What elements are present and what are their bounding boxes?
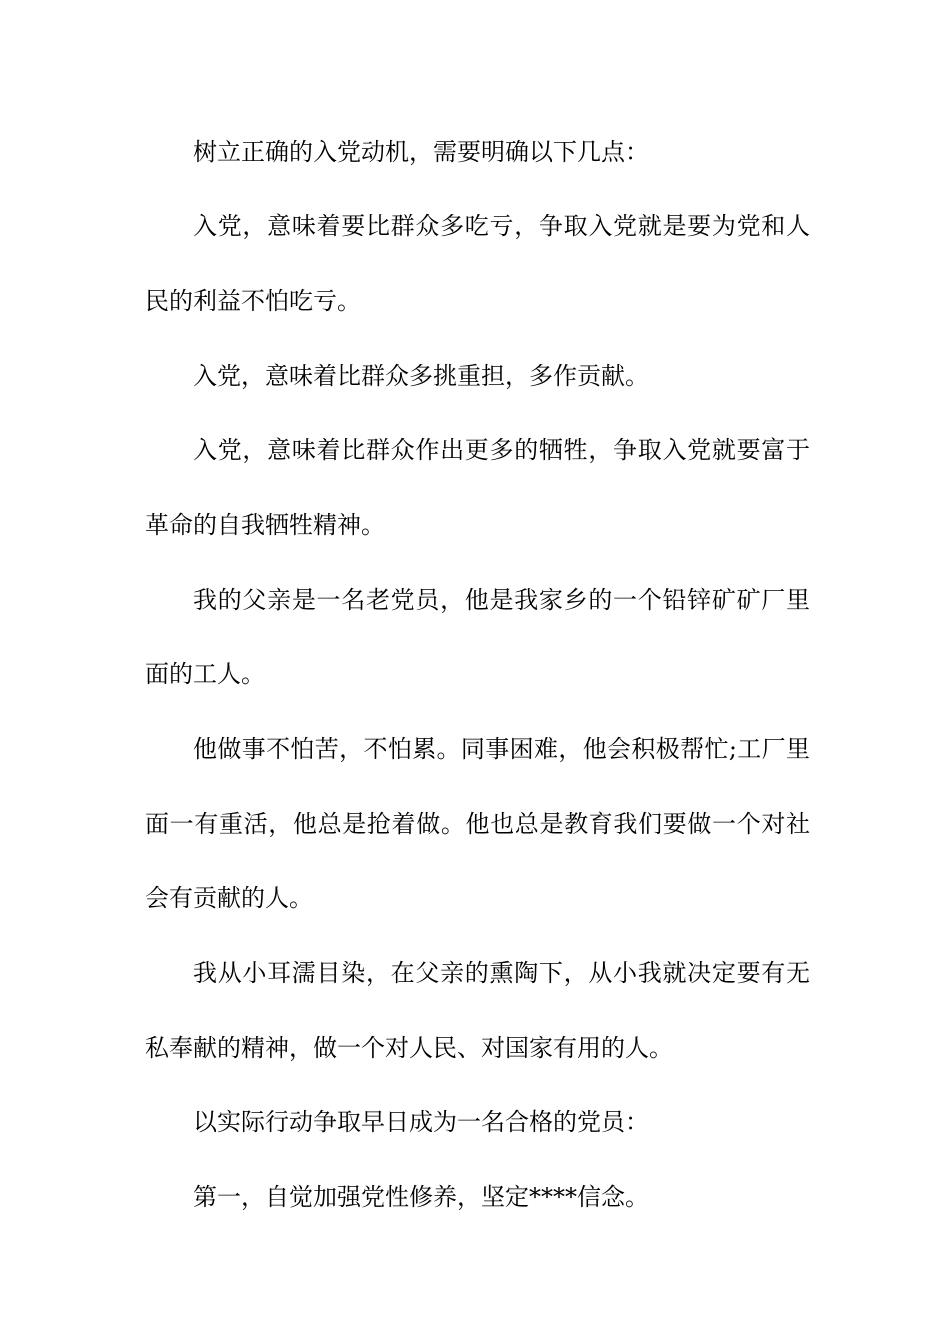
text-line: 入党，意味着要比群众多吃亏，争取入党就是要为党和人 — [193, 212, 810, 240]
text-line: 革命的自我牺牲精神。 — [145, 511, 385, 539]
text-line: 第一，自觉加强党性修养，坚定****信念。 — [193, 1183, 649, 1211]
text-line: 面的工人。 — [145, 660, 265, 688]
text-line: 树立正确的入党动机，需要明确以下几点： — [193, 138, 649, 166]
text-line: 以实际行动争取早日成为一名合格的党员： — [193, 1108, 649, 1136]
text-line: 面一有重活，他总是抢着做。他也总是教育我们要做一个对社 — [145, 810, 810, 838]
text-line: 他做事不怕苦，不怕累。同事困难，他会积极帮忙;工厂里 — [193, 735, 810, 763]
text-line: 民的利益不怕吃亏。 — [145, 287, 361, 315]
text-line: 我的父亲是一名老党员，他是我家乡的一个铅锌矿矿厂里 — [193, 586, 810, 614]
text-line: 我从小耳濡目染，在父亲的熏陶下，从小我就决定要有无 — [193, 959, 810, 987]
text-line: 入党，意味着比群众作出更多的牺牲，争取入党就要富于 — [193, 436, 810, 464]
text-line: 会有贡献的人。 — [145, 884, 313, 912]
text-line: 入党，意味着比群众多挑重担，多作贡献。 — [193, 362, 649, 390]
text-line: 私奉献的精神，做一个对人民、对国家有用的人。 — [145, 1034, 673, 1062]
